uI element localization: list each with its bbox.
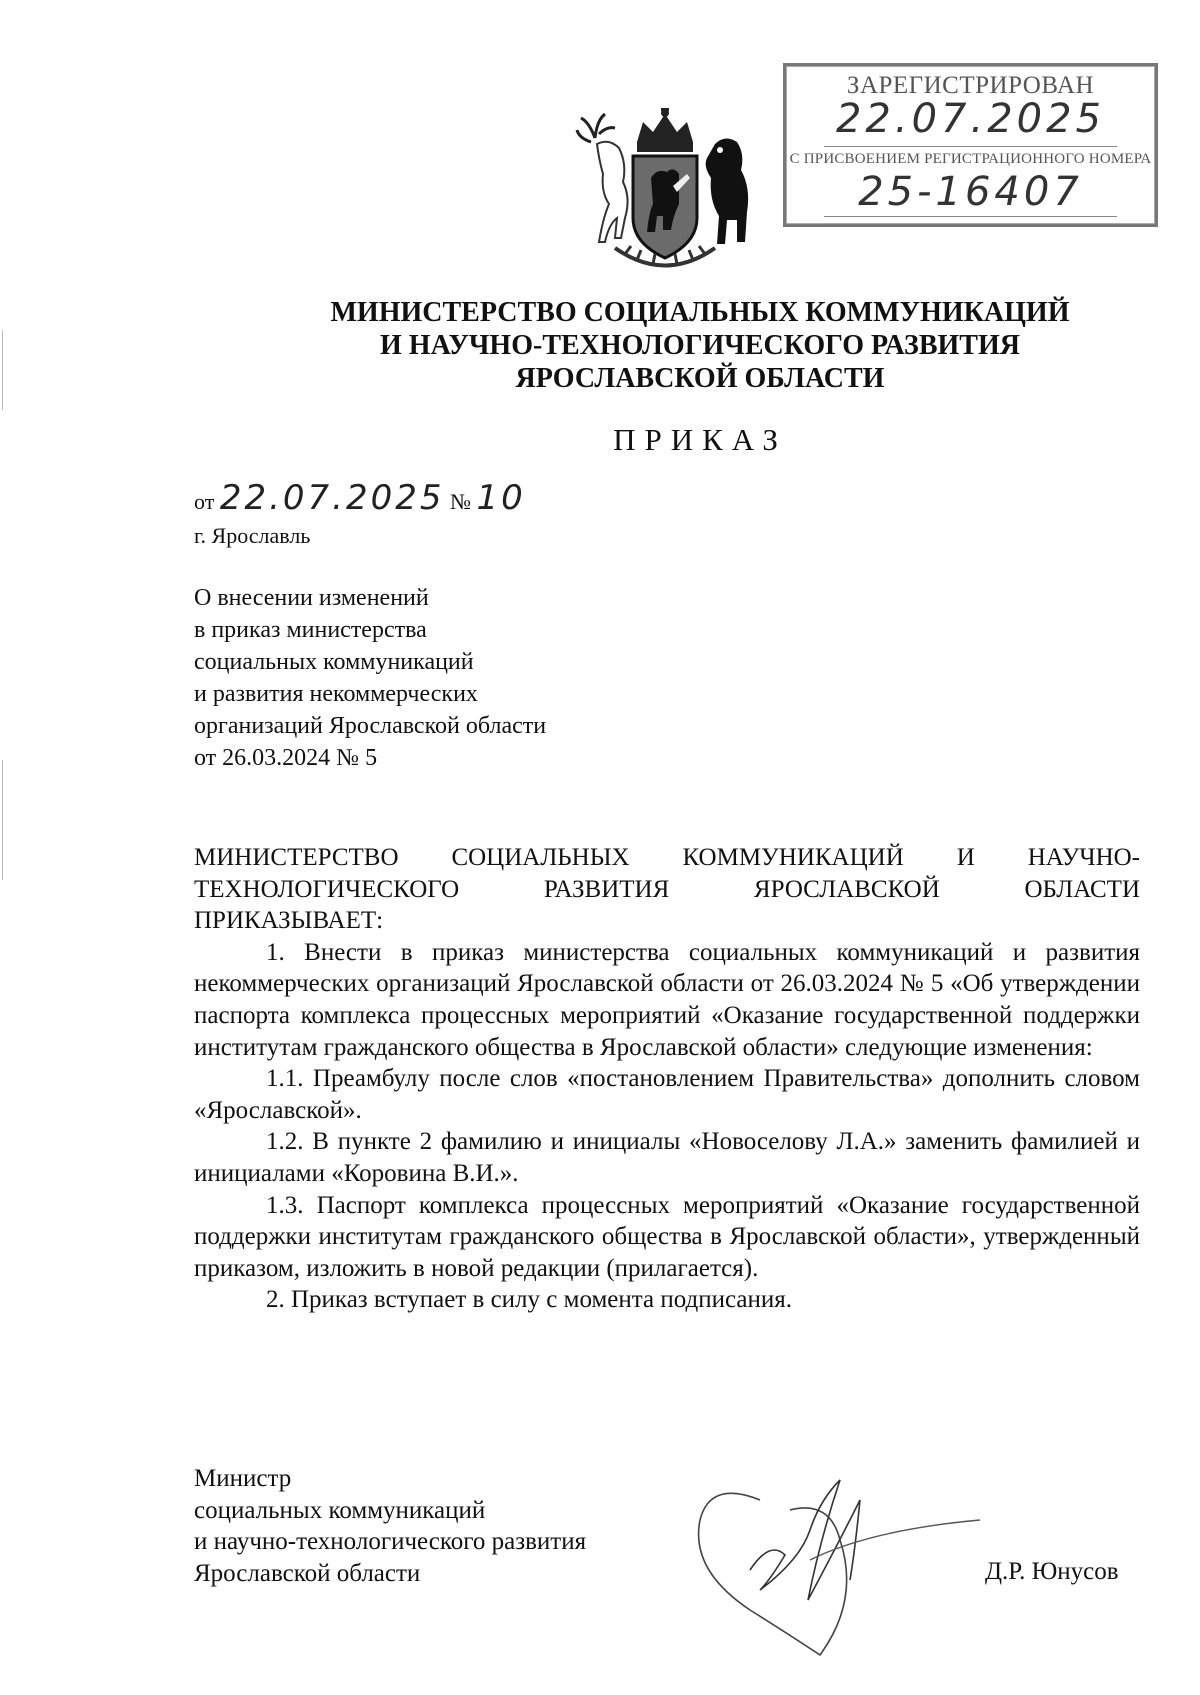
signatory-name: Д.Р. Юнусов	[985, 1558, 1119, 1585]
coat-of-arms-emblem	[575, 108, 755, 276]
position-line: и научно-технологического развития	[194, 1528, 587, 1556]
position-line: социальных коммуникаций	[194, 1496, 486, 1524]
stamp-title: ЗАРЕГИСТРИРОВАН	[846, 72, 1095, 99]
paragraph-2: 2. Приказ вступает в силу с момента подписания.	[266, 1286, 792, 1314]
paragraph-1-3: 1.3. Паспорт комплекса процессных мероприятий «Оказание государственной поддержки институтам гражданского общества в Ярославской области», утвержденный приказом, изложить в новой редакции (прилагается).	[194, 1191, 1140, 1282]
subject-line: и развития некоммерческих	[194, 681, 478, 707]
stamp-date: 22.07.2025	[835, 96, 1106, 142]
intro-line: МИНИСТЕРСТВО СОЦИАЛЬНЫХ КОММУНИКАЦИЙ И НАУЧНО-	[194, 844, 1140, 871]
order-date: 22.07.2025	[219, 478, 445, 518]
handwritten-signature	[690, 1460, 990, 1660]
number-label: №	[450, 489, 471, 514]
paragraph-1: 1. Внести в приказ министерства социальных коммуникаций и развития некоммерческих организаций Ярославской области от 26.03.2024 № 5 «Об утверждении паспорта комплекса процессных мероприятий «Оказание государственной поддержки институтам гражданского общества в Ярославской области» следующие изменения:	[194, 938, 1140, 1061]
document-type: ПРИКАЗ	[613, 422, 787, 457]
position-line: Ярославской области	[194, 1559, 421, 1587]
paragraph-1-2: 1.2. В пункте 2 фамилию и инициалы «Новоселову Л.А.» заменить фамилией и инициалами «Коровина В.И.».	[194, 1128, 1140, 1187]
order-subject	[194, 582, 546, 774]
from-label: от	[194, 489, 215, 514]
intro-line: ТЕХНОЛОГИЧЕСКОГО РАЗВИТИЯ ЯРОСЛАВСКОЙ ОБЛАСТИ	[194, 875, 1140, 903]
ministry-title-line: И НАУЧНО-ТЕХНОЛОГИЧЕСКОГО РАЗВИТИЯ	[380, 330, 1020, 361]
stamp-subtitle: С ПРИСВОЕНИЕМ РЕГИСТРАЦИОННОГО НОМЕРА	[789, 151, 1152, 167]
order-date-line	[194, 478, 526, 518]
order-body	[194, 842, 1140, 1316]
ministry-title-line: ЯРОСЛАВСКОЙ ОБЛАСТИ	[515, 363, 885, 394]
stamp-registration-number: 25-16407	[858, 169, 1083, 215]
ministry-title	[300, 296, 1100, 395]
subject-line: социальных коммуникаций	[194, 649, 474, 675]
registration-stamp	[783, 63, 1158, 227]
paragraph-1-1: 1.1. Преамбулу после слов «постановлением Правительства» дополнить словом «Ярославской».	[194, 1065, 1140, 1124]
order-number: 10	[476, 478, 526, 518]
position-line: Министр	[194, 1465, 292, 1492]
subject-line: в приказ министерства	[194, 617, 427, 643]
signatory-position	[194, 1463, 586, 1589]
subject-line: О внесении изменений	[194, 585, 429, 611]
subject-line: организаций Ярославской области	[194, 713, 547, 739]
order-city: г. Ярославль	[194, 523, 311, 548]
ministry-title-line: МИНИСТЕРСТВО СОЦИАЛЬНЫХ КОММУНИКАЦИЙ	[330, 297, 1070, 328]
scan-margin-mark	[2, 760, 3, 880]
scan-margin-mark	[2, 330, 3, 410]
intro-line: ПРИКАЗЫВАЕТ:	[194, 907, 384, 935]
subject-line: от 26.03.2024 № 5	[194, 745, 378, 771]
